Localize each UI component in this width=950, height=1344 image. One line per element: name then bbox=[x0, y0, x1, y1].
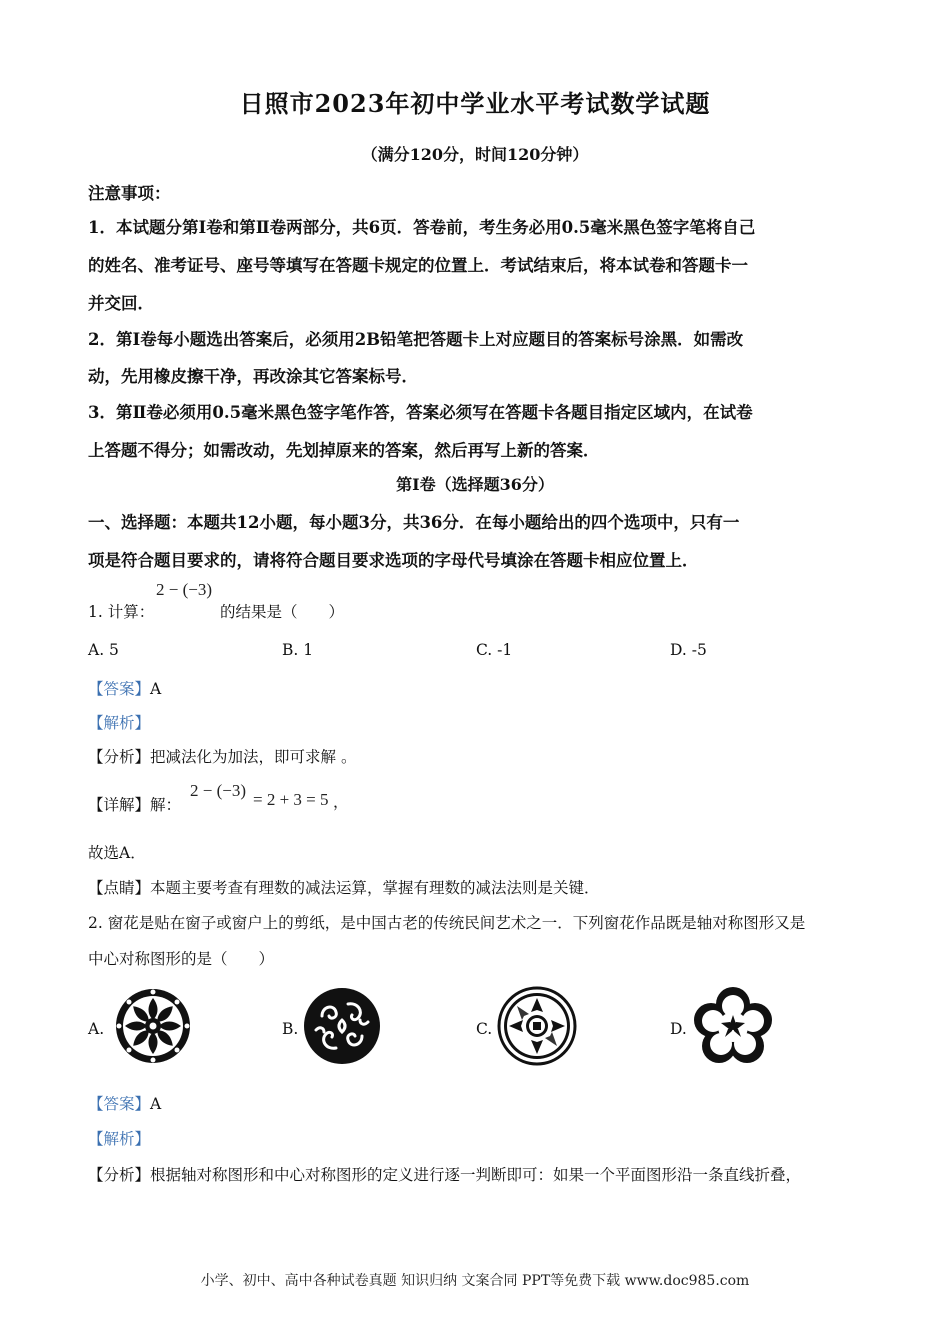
detail-prefix: 解： bbox=[150, 796, 182, 814]
paper-cut-d-image bbox=[690, 984, 776, 1070]
notice-line: 上答题不得分；如需改动，先划掉原来的答案，然后再写上新的答案． bbox=[88, 441, 600, 460]
q1-analysis-tag: 【解析】 bbox=[88, 714, 151, 732]
q1-prefix: 1. 计算： bbox=[88, 603, 155, 621]
q2-answer bbox=[88, 1092, 161, 1114]
q2-option-b-label: B. bbox=[282, 1020, 299, 1038]
notice-line: 并交回． bbox=[88, 294, 154, 313]
comment-text: 本题主要考查有理数的减法运算，掌握有理数的减法法则是关键． bbox=[150, 879, 600, 897]
q1-option-c: C. -1 bbox=[476, 641, 513, 659]
comment-tag: 【点睛】 bbox=[88, 879, 151, 897]
q2-option-d-label: D. bbox=[670, 1020, 687, 1038]
paper-cut-a-image bbox=[113, 986, 193, 1066]
detail-tag: 【详解】 bbox=[88, 796, 151, 814]
q1-detail-expression: 2 − (−3) bbox=[190, 781, 246, 800]
fenxi-text: 根据轴对称图形和中心对称图形的定义进行逐一判断即可：如果一个平面图形沿一条直线折叠， bbox=[150, 1166, 802, 1184]
notice-line: 2．第Ⅰ卷每小题选出答案后，必须用2B铅笔把答题卡上对应题目的答案标号涂黑．如需改 bbox=[88, 330, 744, 349]
q1-fenxi bbox=[88, 745, 356, 767]
notice-heading: 注意事项： bbox=[88, 184, 171, 203]
q1-option-b: B. 1 bbox=[282, 641, 314, 659]
q1-option-a: A. 5 bbox=[88, 641, 119, 659]
answer-tag: 【答案】 bbox=[88, 680, 151, 698]
q1-detail bbox=[88, 793, 181, 815]
q1-conclusion: 故选A． bbox=[88, 844, 146, 862]
section-intro-line: 一、选择题：本题共12小题，每小题3分，共36分．在每小题给出的四个选项中，只有一 bbox=[88, 513, 740, 532]
section-title: 第Ⅰ卷（选择题36分） bbox=[396, 475, 554, 494]
page-subtitle: （满分120分，时间120分钟） bbox=[361, 145, 589, 164]
answer-tag: 【答案】 bbox=[88, 1095, 151, 1113]
notice-line: 的姓名、准考证号、座号等填写在答题卡规定的位置上．考试结束后，将本试卷和答题卡一 bbox=[88, 256, 748, 275]
notice-line: 动，先用橡皮擦干净，再改涂其它答案标号． bbox=[88, 367, 418, 386]
section-intro-line: 项是符合题目要求的，请将符合题目要求选项的字母代号填涂在答题卡相应位置上． bbox=[88, 551, 699, 570]
fenxi-text: 把减法化为加法，即可求解 。 bbox=[150, 748, 357, 766]
q2-fenxi bbox=[88, 1163, 801, 1185]
q1-detail-suffix: ， bbox=[333, 793, 349, 811]
fenxi-tag: 【分析】 bbox=[88, 748, 151, 766]
page-footer: 小学、初中、高中各种试卷真题 知识归纳 文案合同 PPT等免费下载 www.doc985.com bbox=[200, 1273, 750, 1289]
q1-suffix: 的结果是（ ） bbox=[220, 603, 345, 621]
notice-line: 1．本试题分第Ⅰ卷和第Ⅱ卷两部分，共6页．答卷前，考生务必用0.5毫米黑色签字笔将自己 bbox=[88, 218, 756, 237]
q2-option-c-label: C. bbox=[476, 1020, 493, 1038]
q2-stem-line: 中心对称图形的是（ ） bbox=[88, 950, 275, 968]
page-title: 日照市2023年初中学业水平考试数学试题 bbox=[239, 89, 711, 118]
paper-cut-b-image bbox=[302, 986, 382, 1066]
q2-analysis-tag: 【解析】 bbox=[88, 1130, 151, 1148]
notice-line: 3．第Ⅱ卷必须用0.5毫米黑色签字笔作答，答案必须写在答题卡各题目指定区域内，在试卷 bbox=[88, 403, 753, 422]
q1-detail-result: = 2 + 3 = 5 bbox=[253, 790, 329, 809]
q1-answer bbox=[88, 677, 161, 699]
q1-comment bbox=[88, 876, 600, 898]
q2-stem-line: 2. 窗花是贴在窗子或窗户上的剪纸，是中国古老的传统民间艺术之一．下列窗花作品既是轴对称图形又是 bbox=[88, 914, 806, 932]
answer-value: A bbox=[150, 680, 162, 698]
fenxi-tag: 【分析】 bbox=[88, 1166, 151, 1184]
q2-option-a-label: A. bbox=[88, 1020, 105, 1038]
paper-cut-c-image bbox=[497, 986, 577, 1066]
q1-expression: 2 − (−3) bbox=[156, 580, 212, 599]
answer-value: A bbox=[150, 1095, 162, 1113]
q1-option-d: D. -5 bbox=[670, 641, 707, 659]
